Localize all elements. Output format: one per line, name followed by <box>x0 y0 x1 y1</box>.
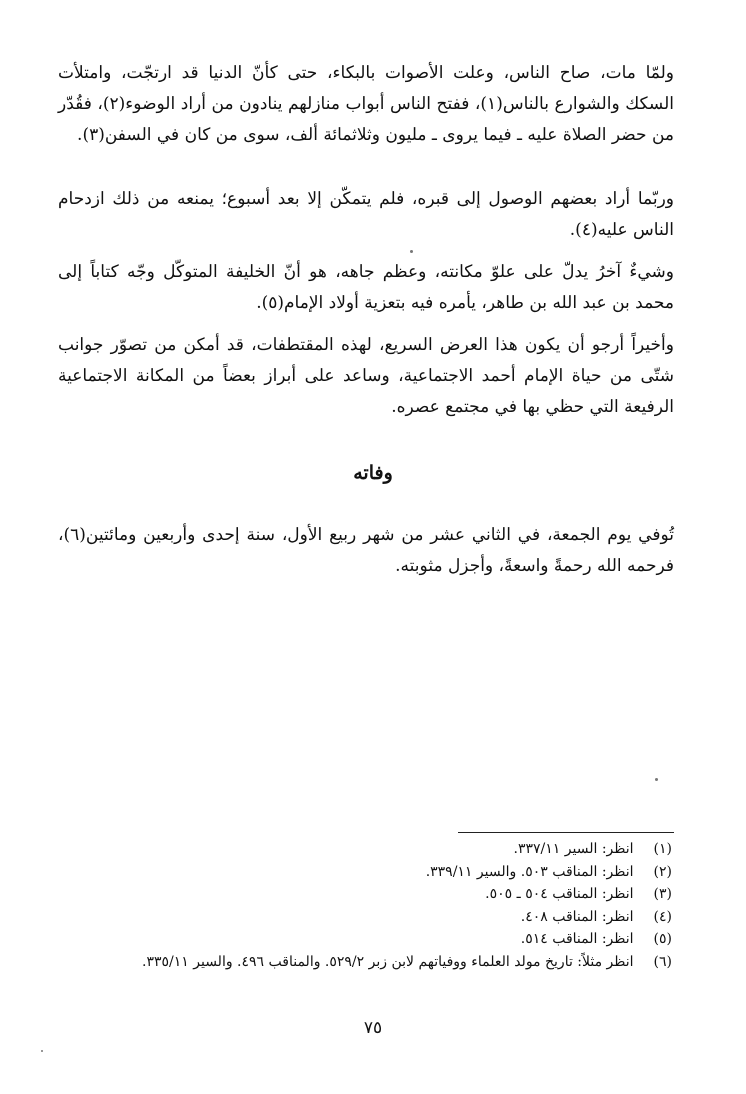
scan-speck <box>410 250 413 253</box>
footnote <box>58 951 672 974</box>
footnote-number: (٦) <box>653 953 672 970</box>
footnote-divider <box>458 832 674 833</box>
body-paragraph: وربّما أراد بعضهم الوصول إلى قبره، فلم يتمكّن إلا بعد أسبوع؛ يمنعه من ذلك ازدحام الناس عليه(٤). <box>58 189 674 240</box>
footnote-text: انظر مثلاً: تاريخ مولد العلماء ووفياتهم لابن زبر ٥٢٩/٢. والمناقب ٤٩٦. والسير ٣٣٥/١١. <box>142 953 634 970</box>
footnote-number: (٥) <box>653 931 672 948</box>
footnote-text: انظر: المناقب ٥٠٣. والسير ٣٣٩/١١. <box>425 863 634 880</box>
section-heading: وفاته <box>353 462 393 484</box>
footnote-number: (٢) <box>653 863 672 880</box>
section-paragraph: تُوفي يوم الجمعة، في الثاني عشر من شهر ربيع الأول، سنة إحدى وأربعين ومائتين(٦)، فرحمه الله رحمةً واسعةً، وأجزل مثوبته. <box>58 525 674 576</box>
footnotes-list <box>58 838 672 974</box>
body-paragraph: وشيءٌ آخرُ يدلّ على علوّ مكانته، وعظم جاهه، هو أنّ الخليفة المتوكّل وجّه كتاباً إلى محمد بن عبد الله بن طاهر، يأمره فيه بتعزية أولاد الإمام(٥). <box>58 262 674 313</box>
footnote-number: (٣) <box>653 886 672 903</box>
scan-speck <box>655 778 658 781</box>
footnote-text: انظر: السير ٣٣٧/١١. <box>513 841 634 857</box>
footnote <box>58 906 672 929</box>
footnote <box>58 883 672 906</box>
scan-speck <box>41 1050 43 1052</box>
footnote-number: (٤) <box>653 908 672 925</box>
body-paragraph: ولمّا مات، صاح الناس، وعلت الأصوات بالبكاء، حتى كأنّ الدنيا قد ارتجّت، وامتلأت السكك والشوارع بالناس(١)، ففتح الناس أبواب منازلهم ينادون من أراد الوضوء(٢)، فقُدّر من حضر الصلاة عليه ـ فيما يروى ـ مليون وثلاثمائة ألف، سوى من كان في السفن(٣). <box>58 63 674 145</box>
footnote <box>58 928 672 951</box>
footnote-text: انظر: المناقب ٥٠٤ ـ ٥٠٥. <box>485 886 634 903</box>
footnote <box>58 838 672 861</box>
footnote-number: (١) <box>653 841 672 857</box>
footnote-text: انظر: المناقب ٥١٤. <box>520 931 634 948</box>
footnote-text: انظر: المناقب ٤٠٨. <box>520 908 634 925</box>
page-number: ٧٥ <box>363 1018 383 1038</box>
body-paragraph: وأخيراً أرجو أن يكون هذا العرض السريع، لهذه المقتطفات، قد أمكن من تصوّر جوانب شتّى من حياة الإمام أحمد الاجتماعية، وساعد على أبراز بعضاً من المكانة الاجتماعية الرفيعة التي حظي بها في مجتمع عصره. <box>58 335 674 417</box>
footnote <box>58 861 672 884</box>
